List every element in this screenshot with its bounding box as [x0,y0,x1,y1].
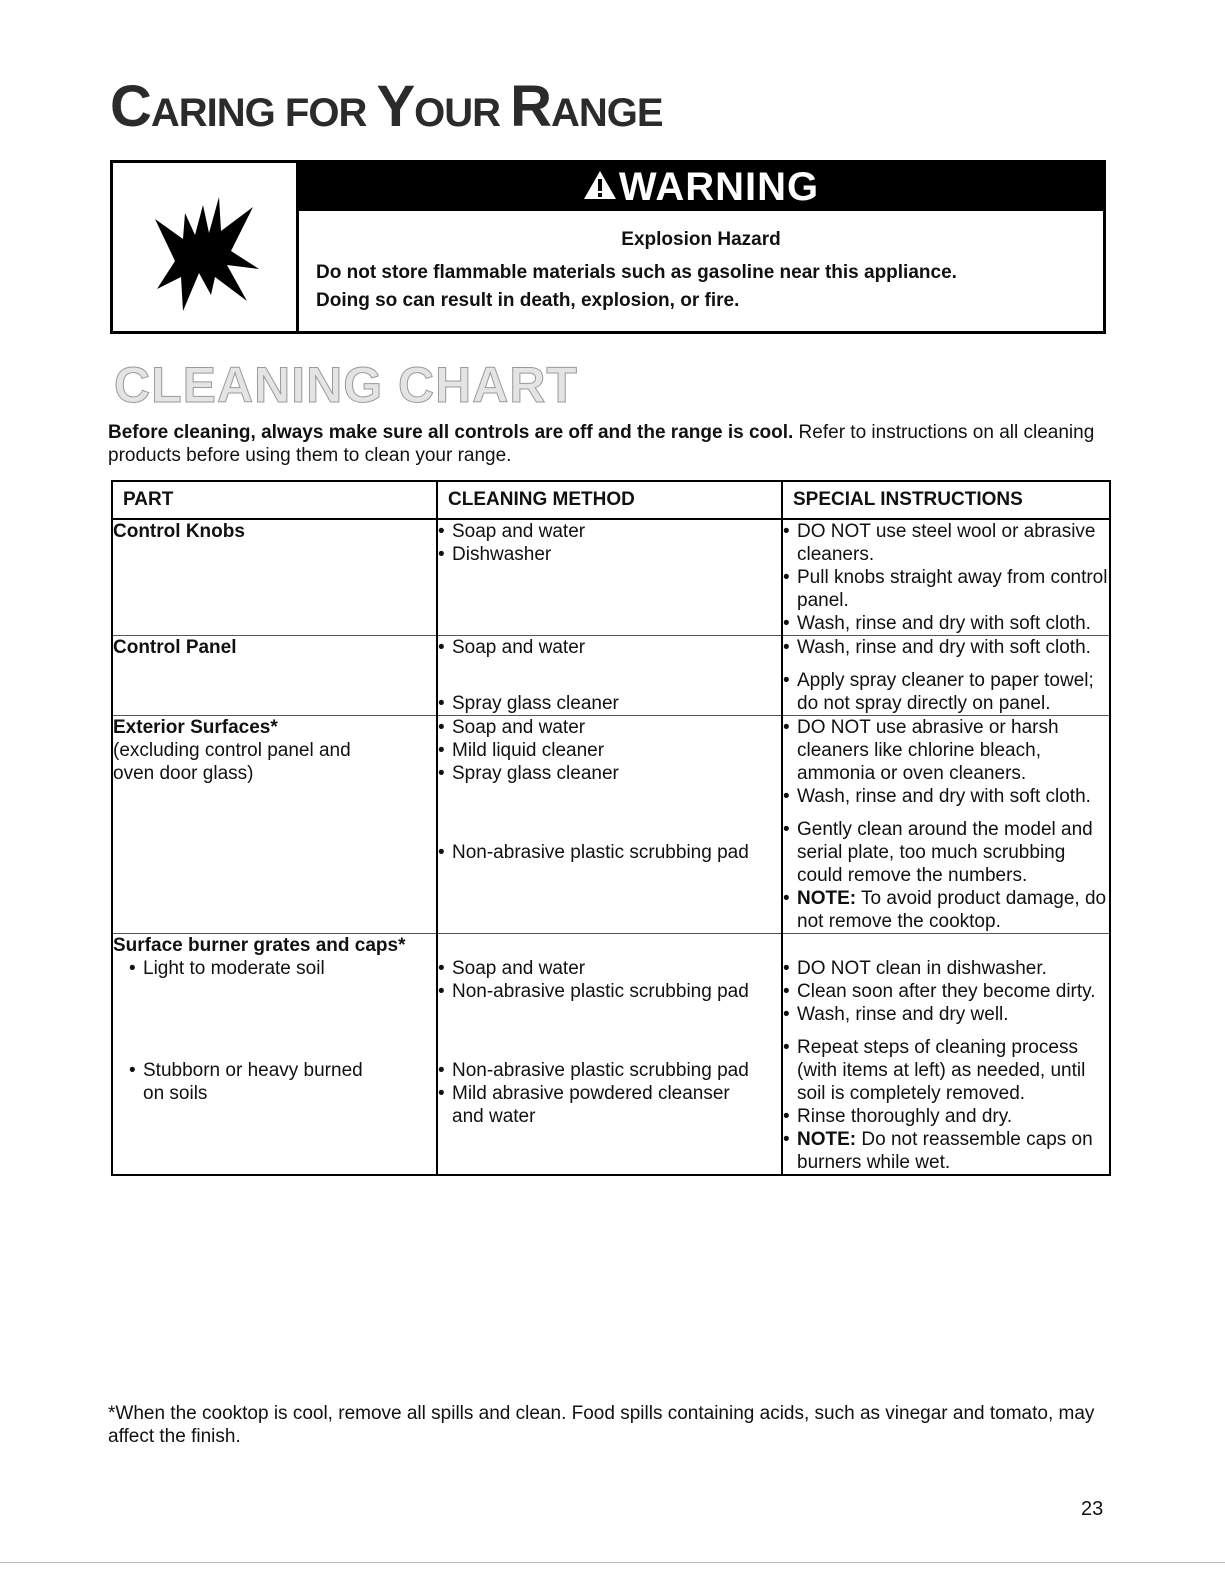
page-title: CARING FOR YOUR RANGE [110,74,663,139]
instructions-cell [782,934,1110,1176]
list-item: • Stubborn or heavy burned on soils [129,1059,383,1105]
page-number: 23 [1081,1498,1104,1520]
explosion-icon [135,177,275,317]
list-item: • Soap and water [438,636,781,659]
column-header: SPECIAL INSTRUCTIONS [782,481,1110,519]
list-item: • Wash, rinse and dry with soft cloth. [783,785,1109,808]
instructions-cell [782,519,1110,636]
part-cell [112,519,437,636]
table-row [112,934,1110,1176]
warning-header: WARNING [299,163,1103,211]
list-item: • Soap and water [438,957,781,980]
list-item: • Clean soon after they become dirty. [783,980,1109,1003]
list-item: • Mild liquid cleaner [438,739,781,762]
instructions-cell [782,716,1110,934]
list-item: • Spray glass cleaner [438,762,781,785]
note-label: NOTE: [797,888,857,909]
column-header: CLEANING METHOD [437,481,782,519]
list-item: • Wash, rinse and dry with soft cloth. [783,636,1109,659]
cleaning-chart-table [111,480,1111,1176]
footnote: *When the cooktop is cool, remove all spills and clean. Food spills containing acids, such as vinegar and tomato, may affect the finish. [108,1403,1095,1447]
list-item: • Non-abrasive plastic scrubbing pad [438,980,781,1003]
list-item: • Soap and water [438,716,781,739]
list-item: • NOTE: Do not reassemble caps on burners while wet. [783,1128,1109,1174]
list-item: • Pull knobs straight away from control panel. [783,566,1109,612]
method-cell [437,716,782,934]
part-cell [112,636,437,716]
list-item: • Wash, rinse and dry with soft cloth. [783,612,1109,635]
warning-triangle-icon [583,170,617,200]
table-row [112,636,1110,716]
list-item: • Non-abrasive plastic scrubbing pad [438,841,781,864]
part-name: Exterior Surfaces* [113,717,278,738]
instructions-cell [782,636,1110,716]
method-cell [437,934,782,1176]
warning-icon-cell [113,163,299,331]
table-header-row [112,481,1110,519]
section-title: CLEANING CHART [114,357,578,413]
method-cell [437,519,782,636]
part-note: (excluding control panel and oven door glass) [113,740,351,784]
list-item: • Apply spray cleaner to paper towel; do not spray directly on panel. [783,669,1109,715]
part-name: Control Knobs [113,521,245,542]
warning-box [110,160,1106,334]
list-item: • DO NOT clean in dishwasher. [783,957,1109,980]
divider [0,1562,1225,1563]
list-item: • Wash, rinse and dry well. [783,1003,1109,1026]
list-item: • Mild abrasive powdered cleanser and water [438,1082,752,1128]
list-item: • DO NOT use steel wool or abrasive cleaners. [783,520,1109,566]
warning-line: Do not store flammable materials such as gasoline near this appliance. [316,262,957,283]
list-item: • Repeat steps of cleaning process (with items at left) as needed, until soil is completely removed. [783,1036,1109,1105]
list-item: • Dishwasher [438,543,781,566]
list-item: • Light to moderate soil [129,957,436,980]
table-row [112,519,1110,636]
list-item: • NOTE: To avoid product damage, do not remove the cooktop. [783,887,1109,933]
part-name: Control Panel [113,637,237,658]
list-item: • Soap and water [438,520,781,543]
list-item: • Non-abrasive plastic scrubbing pad [438,1059,781,1082]
table-row [112,716,1110,934]
hazard-title: Explosion Hazard [621,229,781,250]
warning-line: Doing so can result in death, explosion, or fire. [316,290,740,311]
part-cell [112,934,437,1176]
note-label: NOTE: [797,1129,857,1150]
column-header: PART [112,481,437,519]
method-cell [437,636,782,716]
intro-text: Before cleaning, always make sure all controls are off and the range is cool. Refer to instructions on all cleaning products before using them to clean your range. [108,422,1095,466]
list-item: • DO NOT use abrasive or harsh cleaners like chlorine bleach, ammonia or oven cleaners. [783,716,1109,785]
list-item: • Spray glass cleaner [438,692,781,715]
part-cell [112,716,437,934]
part-name: Surface burner grates and caps* [113,935,406,956]
list-item: • Gently clean around the model and serial plate, too much scrubbing could remove the numbers. [783,818,1109,887]
list-item: • Rinse thoroughly and dry. [783,1105,1109,1128]
